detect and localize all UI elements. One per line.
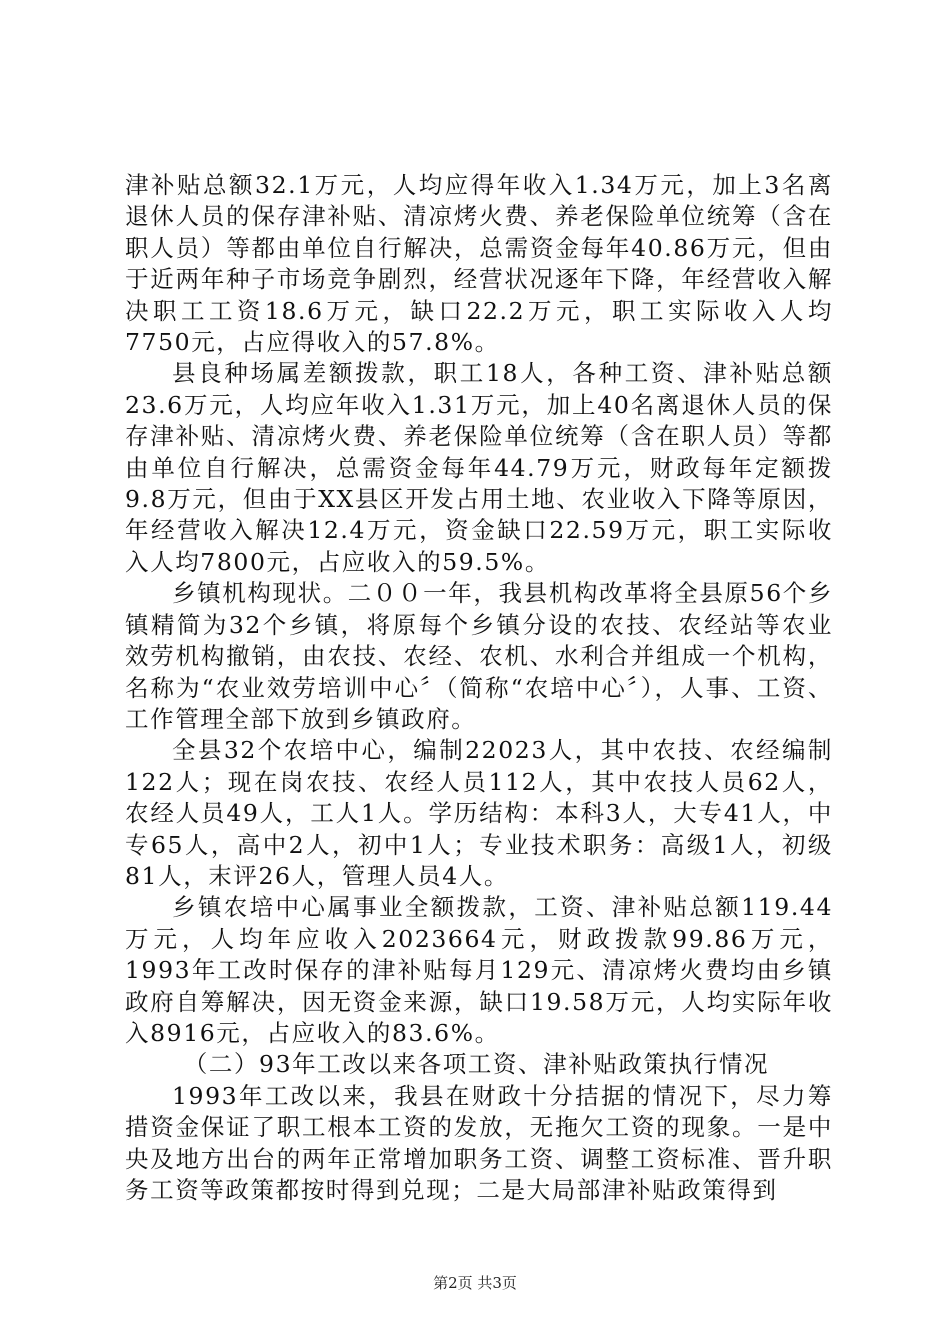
paragraph-policy: 1993年工改以来，我县在财政十分拮据的情况下，尽力筹措资金保证了职工根本工资的发放，无拖欠工资的现象。一是中央及地方出台的两年正常增加职务工资、调整工资标准、晋升职务工资等政策都按时得到兑现；二是大局部津补贴政策得到	[125, 1081, 833, 1204]
paragraph-funding: 乡镇农培中心属事业全额拨款，工资、津补贴总额119.44万元，人均年应收入2023664元，财政拨款99.86万元，1993年工改时保存的津补贴每月129元、清凉烤火费均由乡镇政府自筹解决，因无资金来源，缺口19.58万元，人均实际年收入8916元，占应收入的83.6%。	[125, 893, 833, 1047]
paragraph-continuation: 津补贴总额32.1万元，人均应得年收入1.34万元，加上3名离退休人员的保存津补贴、清凉烤火费、养老保险单位统筹（含在职人员）等都由单位自行解决，总需资金每年40.86万元，但由于近两年种子市场竞争剧烈，经营状况逐年下降，年经营收入解决职工工资18.6万元，缺口22.2万元，职工实际收入人均7750元，占应得收入的57.8%。	[125, 171, 833, 357]
paragraph-training-centers: 全县32个农培中心，编制22023人，其中农技、农经编制122人；现在岗农技、农经人员112人，其中农技人员62人，农经人员49人，工人1人。学历结构：本科3人，大专41人，中专65人，高中2人，初中1人；专业技术职务：高级1人，初级81人，末评26人，管理人员4人。	[125, 736, 833, 890]
page-footer: 第2页 共3页	[433, 1274, 517, 1292]
document-body	[125, 170, 833, 1206]
section-heading: （二）93年工改以来各项工资、津补贴政策执行情况	[183, 1050, 770, 1079]
paragraph-seed-farm: 县良种场属差额拨款，职工18人，各种工资、津补贴总额23.6万元，人均应年收入1.31万元，加上40名离退休人员的保存津补贴、清凉烤火费、养老保险单位统筹（含在职人员）等都由单位自行解决，总需资金每年44.79万元，财政每年定额拨9.8万元，但由于XX县区开发占用土地、农业收入下降等原因，年经营收入解决12.4万元，资金缺口22.59万元，职工实际收入人均7800元，占应收入的59.5%。	[125, 359, 833, 576]
paragraph-township-status: 乡镇机构现状。二００一年，我县机构改革将全县原56个乡镇精简为32个乡镇，将原每个乡镇分设的农技、农经站等农业效劳机构撤销，由农技、农经、农机、水利合并组成一个机构，名称为“农业效劳培训中心〞（简称“农培中心〞），人事、工资、工作管理全部下放到乡镇政府。	[125, 579, 833, 733]
